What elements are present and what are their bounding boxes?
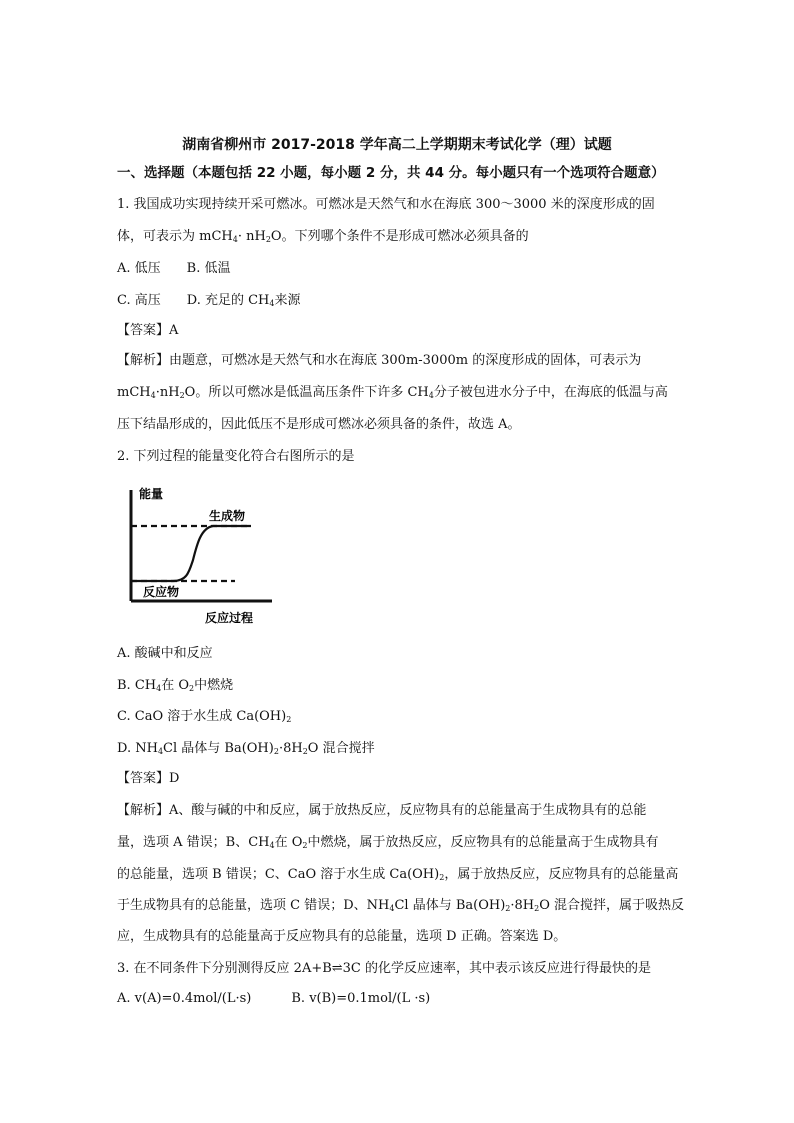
q1-explanation-line1: 【解析】由题意，可燃冰是天然气和水在海底 300m-3000m 的深度形成的固体，可表示为 <box>117 353 642 368</box>
q2-option-c: C. CaO 溶于水生成 $Ca(OH)_2$ <box>117 709 292 724</box>
q1-explanation-line2: $mCH_4\cdot nH_2O$。所以可燃冰是低温高压条件下许多 $CH_4$分子被包进水分子中，在海底的低温与高 <box>117 385 668 400</box>
reactant-label: 反应物 <box>143 585 180 599</box>
q1-answer: 【答案】A <box>117 323 179 338</box>
q1-stem-line2: 体，可表示为 $mCH_4\cdot nH_2O$。下列哪个条件不是形成可燃冰必须具备的 <box>117 229 529 244</box>
energy-curve <box>131 526 251 581</box>
q1-option-c: C. 高压 <box>117 293 161 308</box>
q2-option-d: D. $NH_4Cl$ 晶体与 $Ba(OH)_2\cdot 8H_2O$ 混合搅拌 <box>117 741 375 756</box>
q1-stem-line1: 1. 我国成功实现持续开采可燃冰。可燃冰是天然气和水在海底 300～3000 米的深度形成的固 <box>117 197 655 212</box>
q3-option-a: A. v(A)=0.4mol/(L·s) <box>117 991 252 1006</box>
q1-option-b: B. 低温 <box>186 261 231 276</box>
section-heading: 一、选择题（本题包括 22 小题，每小题 2 分，共 44 分。每小题只有一个选项符合题意） <box>117 165 665 181</box>
q2-explanation-line4: 于生成物具有的总能量，选项 C 错误；D、$NH_4Cl$ 晶体与 $Ba(OH)_2\cdot 8H_2O$ 混合搅拌，属于吸热反 <box>117 898 684 913</box>
product-label: 生成物 <box>209 509 246 523</box>
page-title: 湖南省柳州市 2017-2018 学年高二上学期期末考试化学（理）试题 <box>182 137 612 153</box>
q3-options-ab <box>117 990 430 1008</box>
x-axis-label: 反应过程 <box>205 611 254 625</box>
q1-option-d: D. 充足的 $CH_4$来源 <box>186 293 301 308</box>
q1-options-cd <box>117 292 301 310</box>
q2-explanation-line2: 量，选项 A 错误；B、$CH_4$在 $O_2$中燃烧，属于放热反应，反应物具有的总能量高于生成物具有 <box>117 835 659 850</box>
q1-explanation-line3: 压下结晶形成的，因此低压不是形成可燃冰必须具备的条件，故选 A。 <box>117 417 521 432</box>
q3-option-b: B. v(B)=0.1mol/(L ·s) <box>291 991 431 1006</box>
q2-option-a: A. 酸碱中和反应 <box>117 646 213 661</box>
q1-option-a: A. 低压 <box>117 261 161 276</box>
energy-diagram <box>125 484 275 630</box>
q3-stem: 3. 在不同条件下分别测得反应 2A+B⇌3C 的化学反应速率，其中表示该反应进行得最快的是 <box>117 961 652 976</box>
q1-options-ab <box>117 260 230 278</box>
q2-answer: 【答案】D <box>117 771 180 786</box>
q2-stem: 2. 下列过程的能量变化符合右图所示的是 <box>117 449 355 464</box>
q2-explanation-line5: 应，生成物具有的总能量高于反应物具有的总能量，选项 D 正确。答案选 D。 <box>117 929 567 944</box>
y-axis-label: 能量 <box>139 487 164 501</box>
q2-explanation-line1: 【解析】A、酸与碱的中和反应，属于放热反应，反应物具有的总能量高于生成物具有的总能 <box>117 803 647 818</box>
q2-option-b: B. $CH_4$在 $O_2$中燃烧 <box>117 678 234 693</box>
q2-explanation-line3: 的总能量，选项 B 错误；C、CaO 溶于水生成 $Ca(OH)_2$，属于放热反应，反应物具有的总能量高 <box>117 867 679 882</box>
